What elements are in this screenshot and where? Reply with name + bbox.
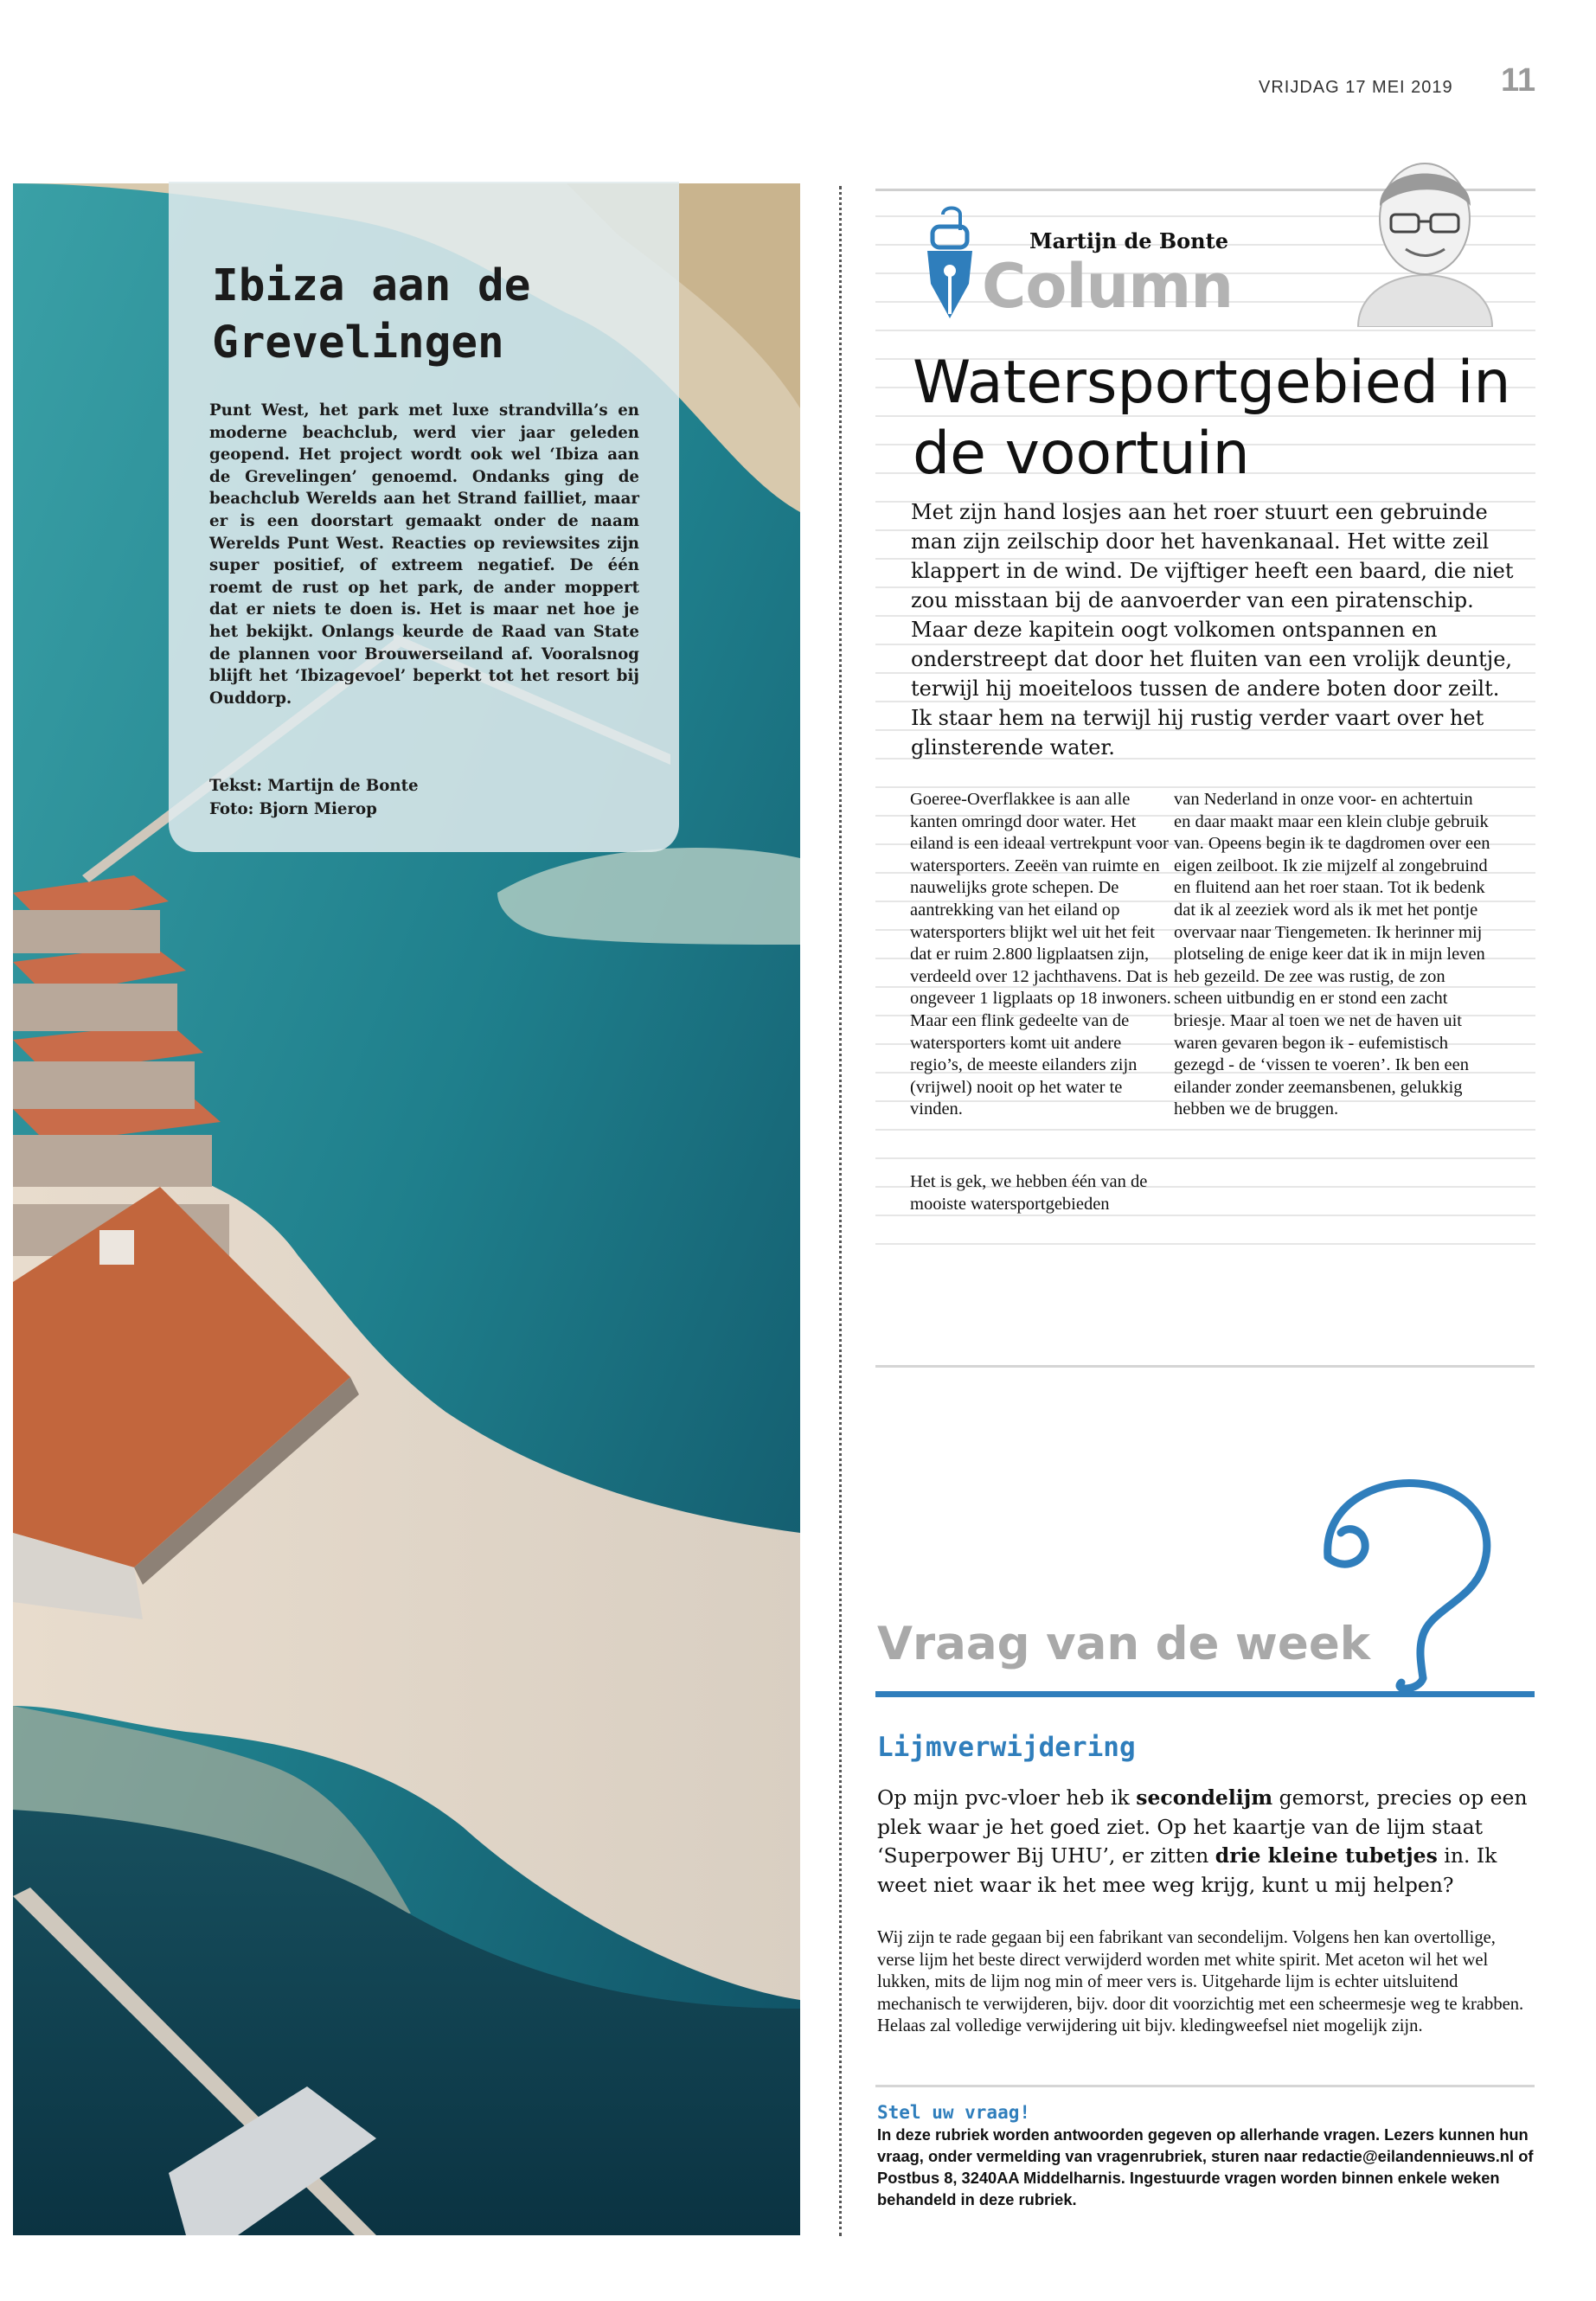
feature-title: Ibiza aan de Grevelingen	[212, 260, 531, 369]
page-number: 11	[1501, 62, 1536, 99]
column-separator	[839, 186, 842, 2236]
feature-body: Punt West, het park met luxe strandvilla’s en moderne beachclub, werd vier jaar geleden geopend. Het project wordt ook wel ‘Ibiza aan de Grevelingen’ genoemd. Ondanks ging de beachclub Werelds aan het Strand failliet, maar er is een doorstart gemaakt onder de naam Werelds Punt West. Reacties op reviewsites zijn super positief, of extreem negatief. De één roemt de rust op het park, de ander moppert dat er niets te doen is. Het is maar net hoe je het bekijkt. Onlangs keurde de Raad van State de plannen voor Brouwerseiland af. Vooralsnog blijft het ‘Ibizagevoel’ beperkt tot het resort bij Ouddorp.	[209, 401, 639, 708]
question-text	[877, 1784, 1535, 1900]
question-highlight: drie kleine tubetjes	[1215, 1843, 1438, 1868]
question-subtitle: Lijmverwijdering	[877, 1732, 1136, 1763]
submit-question-info: In deze rubriek worden antwoorden gegeven op allerhande vragen. Lezers kunnen hun vraag, onder vermelding van vragenrubriek, sturen naar redactie@eilandennieuws.nl of Postbus 8, 3240AA Middelharnis. Ingestuurde vragen worden binnen enkele weken behandeld in deze rubriek.	[877, 2125, 1534, 2208]
column-label: Column	[982, 251, 1234, 322]
question-text-part: in. Ik weet niet waar ik het mee weg krijg, kunt u mij helpen?	[877, 1843, 1497, 1897]
column-body-left-end: Het is gek, we hebben één van de mooiste watersportgebieden	[910, 1172, 1148, 1214]
question-text-part: Op mijn pvc-vloer heb ik	[877, 1785, 1137, 1810]
question-text-part: gemorst, precies op een plek waar je het goed ziet. Op het kaartje van de lijm staat ‘Superpower Bij UHU’, er zitten	[877, 1785, 1528, 1868]
question-highlight: secondelijm	[1136, 1785, 1273, 1810]
vraag-section-title: Vraag van de week	[877, 1618, 1371, 1670]
feature-caption-card	[169, 182, 679, 852]
pen-mouse-icon	[908, 206, 986, 336]
submit-question-title: Stel uw vraag!	[877, 2102, 1031, 2123]
column-title: Watersportgebied in de voortuin	[913, 349, 1511, 488]
answer-divider	[875, 2085, 1535, 2087]
column-body-right: van Nederland in onze voor- en achtertuin en daar maakt maar een klein clubje gebruik van. Opeens begin ik te dagdromen over een eigen zeilboot. Ik zie mijzelf al zongebruind en fluitend aan het roer staan. Tot ik bedenk dat ik al zeeziek word als ik met het pontje overvaar naar Tiengemeten. Ik herinner mij plotseling de enige keer dat ik in mijn leven heb gezeild. De zee was rustig, de zon scheen uitbundig en er stond een zacht briesje. Maar al toen we net de haven uit waren gevaren begon ik - eufemistisch gezegd - de ‘vissen te voeren’. Ik ben een eilander zonder zeemansbenen, gelukkig hebben we de bruggen.	[1174, 790, 1490, 1119]
vraag-title-rule	[875, 1691, 1535, 1697]
answer-text: Wij zijn te rade gegaan bij een fabrikant van secondelijm. Volgens hen kan overtollige, verse lijm het beste direct verwijderd worden met white spirit. Met aceton wil het wel lukken, mits de lijm nog min of meer vers is. Uitgeharde lijm is echter uitsluitend mechanisch te verwijderen, bijv. door dit voorzichtig met een scheermesje weg te krabben. Helaas zal volledige verwijdering uit bijv. kledingweefsel niet mogelijk zijn.	[877, 1928, 1524, 2035]
section-divider	[875, 1365, 1535, 1368]
issue-date: VRIJDAG 17 MEI 2019	[1259, 78, 1453, 97]
column-lead: Met zijn hand losjes aan het roer stuurt een gebruinde man zijn zeilschip door het havenkanaal. Het witte zeil klappert in de wind. De vijftiger heeft een baard, die niet zou misstaan bij de aanvoerder van een piratenschip. Maar deze kapitein oogt volkomen ontspannen en onderstreept dat door het fluiten van een vrolijk deuntje, terwijl hij moeiteloos tussen de andere boten door zeilt. Ik staar hem na terwijl hij rustig verder vaart over het glinsterende water.	[911, 500, 1514, 760]
column-body-left: Goeree-Overflakkee is aan alle kanten omringd door water. Het eiland is een ideaal vertrekpunt voor watersporters. Zeeën van ruimte en nauwelijks grote schepen. De aantrekking van het eiland op watersporters blijkt wel uit het feit dat er ruim 2.800 ligplaatsen zijn, verdeeld over 12 jachthavens. Dat is ongeveer 1 ligplaats op 18 inwoners. Maar een flink gedeelte van de watersporters komt uit andere regio’s, de meeste eilanders zijn (vrijwel) nooit op het water te vinden.	[910, 790, 1171, 1119]
feature-credits	[209, 774, 639, 821]
credit-text: Tekst: Martijn de Bonte	[209, 777, 419, 795]
column-author: Martijn de Bonte	[1029, 228, 1228, 253]
credit-photo: Foto: Bjorn Mierop	[209, 800, 377, 818]
author-portrait	[1349, 145, 1501, 327]
